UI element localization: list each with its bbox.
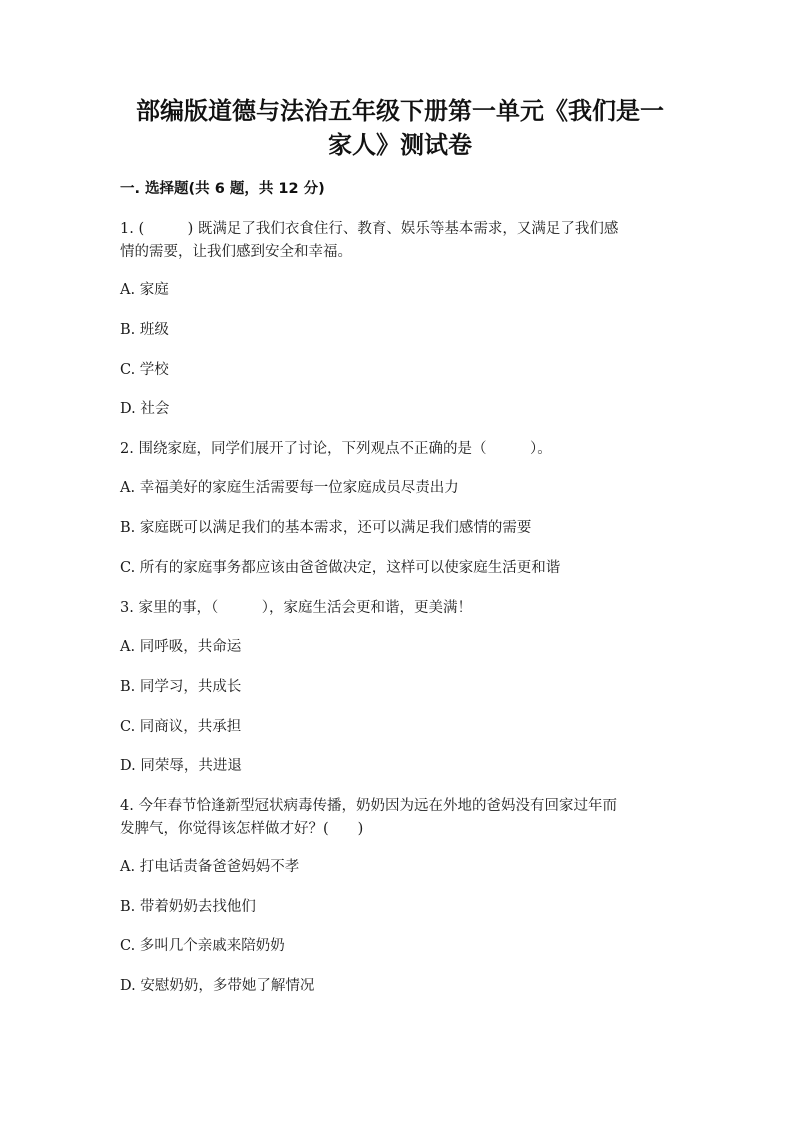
question-1-option-d: D. 社会: [120, 401, 170, 417]
question-1-stem-line-1: 1. ( ) 既满足了我们衣食住行、教育、娱乐等基本需求，又满足了我们感: [120, 221, 619, 237]
question-1-option-b: B. 班级: [120, 322, 169, 338]
question-3-option-b: B. 同学习，共成长: [120, 679, 242, 695]
page-title: [100, 94, 700, 162]
question-1-option-a: A. 家庭: [120, 282, 169, 298]
question-3-option-a: A. 同呼吸，共命运: [120, 639, 242, 655]
question-3-option-c: C. 同商议，共承担: [120, 719, 242, 735]
question-2-option-c: C. 所有的家庭事务都应该由爸爸做决定，这样可以使家庭生活更和谐: [120, 560, 561, 576]
question-4-stem-line-1: 4. 今年春节恰逢新型冠状病毒传播，奶奶因为远在外地的爸妈没有回家过年而: [120, 798, 617, 814]
question-2-stem: 2. 围绕家庭，同学们展开了讨论，下列观点不正确的是（ ）。: [120, 441, 552, 457]
question-4-option-b: B. 带着奶奶去找他们: [120, 899, 256, 915]
question-2-option-b: B. 家庭既可以满足我们的基本需求，还可以满足我们感情的需要: [120, 520, 532, 536]
question-1-option-c: C. 学校: [120, 362, 169, 378]
title-line-2: 家人》测试卷: [328, 131, 472, 159]
question-3-stem: 3. 家里的事，（ ），家庭生活会更和谐，更美满！: [120, 600, 472, 616]
question-4-stem-line-2: 发脾气，你觉得该怎样做才好？( ): [120, 821, 364, 837]
question-4-option-d: D. 安慰奶奶，多带她了解情况: [120, 978, 315, 994]
question-4-option-c: C. 多叫几个亲戚来陪奶奶: [120, 938, 285, 954]
question-4-option-a: A. 打电话责备爸爸妈妈不孝: [120, 859, 300, 875]
title-line-1: 部编版道德与法治五年级下册第一单元《我们是一: [136, 97, 664, 125]
question-3-option-d: D. 同荣辱，共进退: [120, 758, 242, 774]
section-heading: 一. 选择题(共 6 题，共 12 分): [120, 181, 325, 197]
question-1-stem-line-2: 情的需要，让我们感到安全和幸福。: [120, 244, 352, 260]
question-2-option-a: A. 幸福美好的家庭生活需要每一位家庭成员尽责出力: [120, 480, 459, 496]
